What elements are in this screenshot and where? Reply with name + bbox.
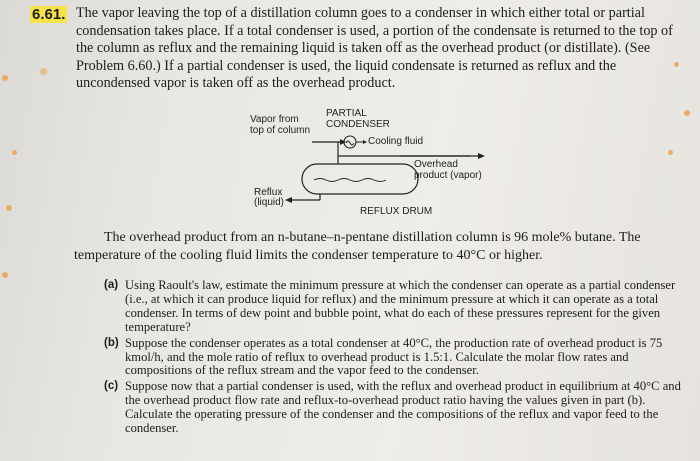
sub-question-c [104,380,684,436]
vapor-label-2: top of column [250,125,311,136]
sub-question-a [104,279,684,335]
orange-blur [40,68,47,75]
item-label: (b) [104,336,119,349]
orange-blur [12,150,17,155]
item-label: (c) [104,380,119,393]
reflux-drum-label: REFLUX DRUM [360,206,433,217]
problem-body: The overhead product from an n-butane–n-pentane distillation column is 96 mole% butane. The temperature of the cooling fluid limits the condenser temperature to 40°C or higher. [74,230,641,263]
problem-intro: The vapor leaving the top of a distillation column goes to a condenser in which either total or partial condensation takes place. If a total condenser is used, a portion of the condensate is returned to the top of the column as reflux and the remaining liquid is taken off as the overhead product (or distillate). (See Problem 6.60.) If a partial condenser is used, the liquid condensate is returned as reflux and the uncondensed vapor is taken off as the overhead product. [76,5,673,92]
problem-number: 6.61. [32,6,66,23]
overhead-label-1: Overhead [414,159,458,170]
overhead-label-2: product (vapor) [414,170,482,181]
condenser-label-2: CONDENSER [326,119,390,130]
orange-blur [684,110,690,116]
cooling-fluid-label: Cooling fluid [368,136,424,147]
item-text: Using Raoult's law, estimate the minimum pressure at which the condenser can operate as a partial condenser (i.e., at which it can produce liquid for reflux) and the minimum pressure at which it can operate as a total condenser. In terms of dew point and bubble point, what do each of these pressures represent for the given temperature? [125,278,676,334]
item-text: Suppose the condenser operates as a total condenser at 40°C, the production rate of overhead product is 75 kmol/h, and the mole ratio of reflux to overhead product is 1.5:1. Calculate the molar flow rates and compositions of the reflux stream and the vapor feed to the condenser. [125,335,663,378]
item-label: (a) [104,279,119,291]
reflux-label-1: Reflux [254,187,283,198]
condenser-label-1: PARTIAL [326,108,367,119]
reflux-label-2: (liquid) [254,197,285,208]
item-text: Suppose now that a partial condenser is used, with the reflux and overhead product in equilibrium at 40°C and the overhead product flow rate and reflux-to-overhead product ratio having the values given in part (b). Calculate the operating pressure of the condenser and the compositions of the reflux and vapor feed to the condenser. [125,379,681,436]
orange-blur [668,150,673,155]
sub-questions [104,279,684,438]
orange-blur [2,272,8,278]
sub-question-b [104,337,684,379]
vapor-label-1: Vapor from [250,114,299,125]
orange-blur [6,205,12,211]
orange-blur [2,75,8,81]
partial-condenser-diagram [240,104,500,220]
